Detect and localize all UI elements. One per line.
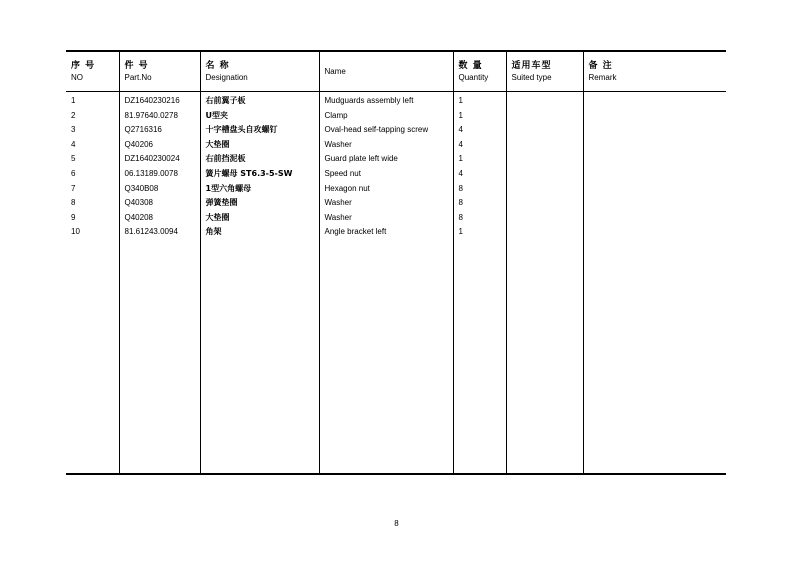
header-designation <box>200 51 319 92</box>
cell-name: Washer <box>319 196 453 211</box>
table-body <box>66 92 726 475</box>
cell-part-no: DZ1640230216 <box>119 92 200 109</box>
table-row <box>66 182 726 197</box>
filler-cell <box>506 240 583 474</box>
cell-designation: 1型六角螺母 <box>200 182 319 197</box>
cell-quantity: 4 <box>453 138 506 153</box>
cell-quantity: 4 <box>453 167 506 182</box>
filler-cell <box>583 240 726 474</box>
table-row <box>66 123 726 138</box>
table-header <box>66 51 726 92</box>
header-quantity-en: Quantity <box>458 72 489 82</box>
cell-no: 10 <box>71 227 80 237</box>
header-suited-type-zh: 适用车型 <box>511 60 552 71</box>
cell-designation: 大垫圈 <box>200 211 319 226</box>
page-number: 8 <box>394 519 399 528</box>
table-row <box>66 138 726 153</box>
cell-designation: 右前挡泥板 <box>200 152 319 167</box>
cell-no: 9 <box>71 212 76 222</box>
cell-name: Guard plate left wide <box>319 152 453 167</box>
cell-part-no: Q2716316 <box>119 123 200 138</box>
table-row <box>66 92 726 109</box>
cell-part-no: Q40208 <box>119 211 200 226</box>
table-row <box>66 167 726 182</box>
cell-quantity: 1 <box>453 109 506 124</box>
cell-name: Angle bracket left <box>319 225 453 240</box>
cell-remark <box>583 182 726 197</box>
cell-designation: 角架 <box>200 225 319 240</box>
cell-suited-type <box>506 196 583 211</box>
cell-remark <box>583 109 726 124</box>
header-designation-zh: 名 称 <box>205 60 230 71</box>
cell-suited-type <box>506 182 583 197</box>
cell-designation: 右前翼子板 <box>200 92 319 109</box>
cell-part-no: Q40206 <box>119 138 200 153</box>
cell-remark <box>583 123 726 138</box>
cell-quantity: 8 <box>453 196 506 211</box>
filler-cell <box>453 240 506 474</box>
header-remark-en: Remark <box>588 72 617 82</box>
parts-table <box>66 50 726 475</box>
header-no <box>66 51 119 92</box>
cell-suited-type <box>506 92 583 109</box>
cell-suited-type <box>506 211 583 226</box>
cell-part-no: DZ1640230024 <box>119 152 200 167</box>
cell-suited-type <box>506 123 583 138</box>
cell-designation: 簧片螺母 ST6.3-5-SW <box>200 167 319 182</box>
parts-list-sheet <box>66 50 726 475</box>
header-no-zh: 序 号 <box>71 60 96 71</box>
table-row <box>66 211 726 226</box>
header-designation-en: Designation <box>205 72 248 82</box>
cell-remark <box>583 92 726 109</box>
cell-name: Hexagon nut <box>319 182 453 197</box>
table-row <box>66 196 726 211</box>
cell-quantity: 1 <box>453 92 506 109</box>
header-suited-type <box>506 51 583 92</box>
cell-no: 6 <box>71 168 76 178</box>
cell-part-no: 81.97640.0278 <box>119 109 200 124</box>
cell-part-no: 06.13189.0078 <box>119 167 200 182</box>
cell-no: 8 <box>71 198 76 208</box>
cell-quantity: 1 <box>453 152 506 167</box>
cell-suited-type <box>506 109 583 124</box>
header-quantity <box>453 51 506 92</box>
cell-remark <box>583 152 726 167</box>
cell-name: Washer <box>319 211 453 226</box>
header-name <box>319 51 453 92</box>
cell-remark <box>583 138 726 153</box>
header-row <box>66 51 726 92</box>
header-part-no-zh: 件 号 <box>124 60 149 71</box>
cell-designation: 大垫圈 <box>200 138 319 153</box>
cell-remark <box>583 196 726 211</box>
filler-cell <box>319 240 453 474</box>
cell-name: Mudguards assembly left <box>319 92 453 109</box>
header-suited-type-en: Suited type <box>511 72 552 82</box>
cell-remark <box>583 167 726 182</box>
cell-designation: 弹簧垫圈 <box>200 196 319 211</box>
filler-cell <box>66 240 119 474</box>
cell-quantity: 8 <box>453 182 506 197</box>
cell-no: 1 <box>71 96 76 105</box>
cell-part-no: Q340B08 <box>119 182 200 197</box>
cell-remark <box>583 211 726 226</box>
cell-no: 7 <box>71 183 76 193</box>
table-row <box>66 225 726 240</box>
cell-suited-type <box>506 152 583 167</box>
cell-name: Oval-head self-tapping screw <box>319 123 453 138</box>
header-no-en: NO <box>71 72 83 82</box>
header-remark <box>583 51 726 92</box>
filler-cell <box>119 240 200 474</box>
cell-quantity: 8 <box>453 211 506 226</box>
header-part-no-en: Part.No <box>124 72 152 82</box>
cell-name: Clamp <box>319 109 453 124</box>
header-name-en: Name <box>324 66 346 76</box>
table-row <box>66 152 726 167</box>
header-remark-zh: 备 注 <box>588 60 613 71</box>
cell-quantity: 4 <box>453 123 506 138</box>
table-row <box>66 109 726 124</box>
cell-part-no: 81.61243.0094 <box>119 225 200 240</box>
cell-no: 4 <box>71 139 76 149</box>
cell-designation: 十字槽盘头自攻螺钉 <box>200 123 319 138</box>
cell-name: Speed nut <box>319 167 453 182</box>
header-part-no <box>119 51 200 92</box>
cell-name: Washer <box>319 138 453 153</box>
header-quantity-zh: 数 量 <box>458 60 483 71</box>
cell-suited-type <box>506 225 583 240</box>
cell-no: 2 <box>71 110 76 120</box>
cell-quantity: 1 <box>453 225 506 240</box>
filler-cell <box>200 240 319 474</box>
cell-suited-type <box>506 167 583 182</box>
cell-suited-type <box>506 138 583 153</box>
cell-part-no: Q40308 <box>119 196 200 211</box>
cell-no: 3 <box>71 125 76 135</box>
cell-remark <box>583 225 726 240</box>
cell-designation: U型夹 <box>200 109 319 124</box>
table-filler-row <box>66 240 726 474</box>
cell-no: 5 <box>71 154 76 164</box>
